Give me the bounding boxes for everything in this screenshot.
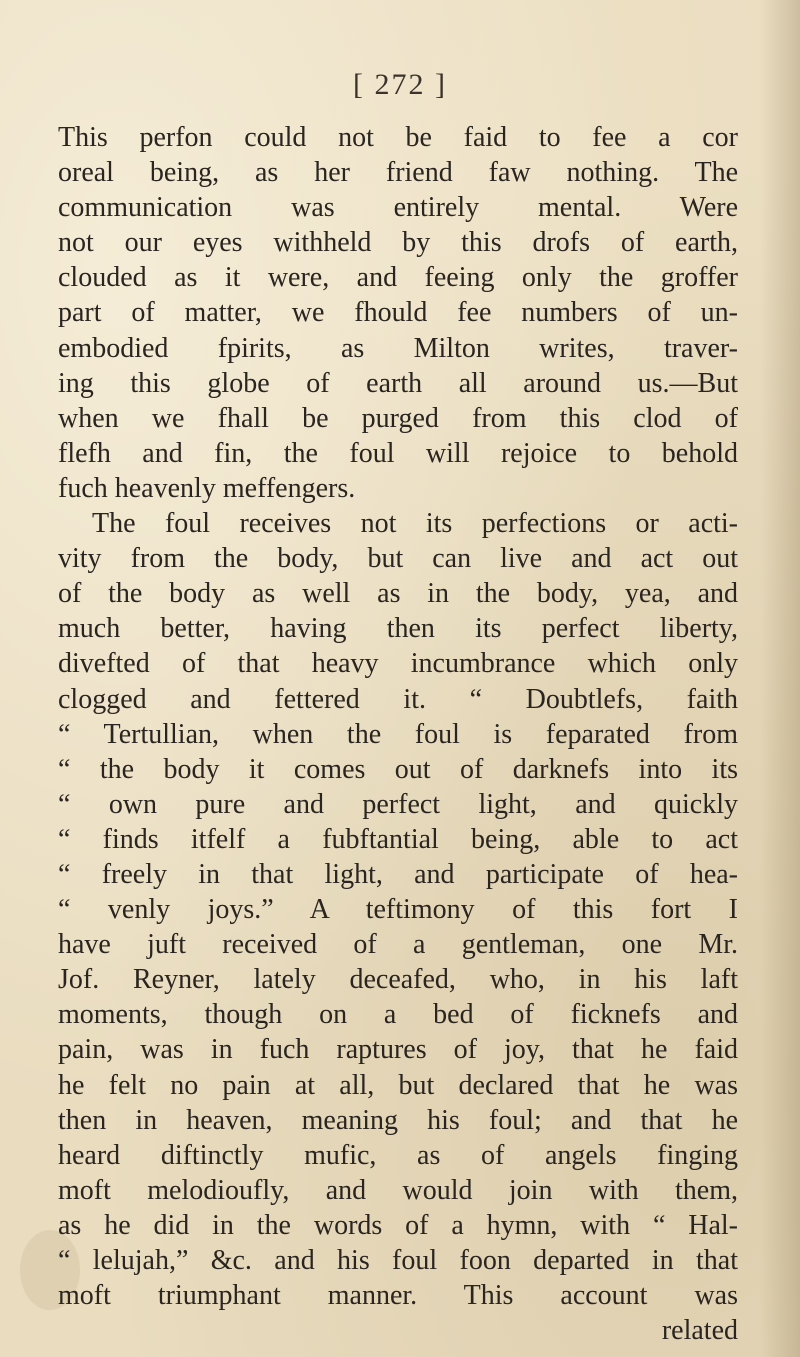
catchword: related xyxy=(661,1315,738,1347)
text-line: part of matter, we fhould fee numbers of un- xyxy=(58,297,738,329)
text-line: communication was entirely mental. Were xyxy=(58,192,738,224)
text-line: embodied fpirits, as Milton writes, traver- xyxy=(58,332,738,364)
text-line: oreal being, as her friend faw nothing. The xyxy=(58,157,738,189)
text-line: ing this globe of earth all around us.—But xyxy=(58,367,738,399)
text-line: “ finds itfelf a fubftantial being, able to act xyxy=(58,823,738,855)
text-line: “ the body it comes out of darknefs into its xyxy=(58,753,738,785)
text-line: clouded as it were, and feeing only the groffer xyxy=(58,262,738,294)
text-line: “ lelujah,” &c. and his foul foon departed in that xyxy=(58,1245,738,1276)
text-line: he felt no pain at all, but declared that he was xyxy=(58,1069,738,1101)
text-line: divefted of that heavy incumbrance which only xyxy=(58,648,738,680)
text-line: moft triumphant manner. This account was xyxy=(58,1280,738,1312)
text-line: not our eyes withheld by this drofs of earth, xyxy=(58,227,738,259)
text-line: moft melodioufly, and would join with them, xyxy=(58,1174,738,1206)
text-line: clogged and fettered it. “ Doubtlefs, faith xyxy=(58,683,738,715)
text-line: when we fhall be purged from this clod of xyxy=(58,402,738,434)
text-line: This perfon could not be faid to fee a cor xyxy=(58,122,738,153)
text-line: flefh and fin, the foul will rejoice to behold xyxy=(58,437,738,469)
text-line: moments, though on a bed of ficknefs and xyxy=(58,999,738,1031)
text-line: “ Tertullian, when the foul is feparated from xyxy=(58,718,738,750)
text-line: much better, having then its perfect liberty, xyxy=(58,613,738,645)
text-line: pain, was in fuch raptures of joy, that he faid xyxy=(58,1034,738,1066)
text-line: then in heaven, meaning his foul; and that he xyxy=(58,1104,738,1136)
page-edge-shadow xyxy=(760,0,800,1357)
page-number: [ 272 ] xyxy=(353,68,447,101)
text-line: The foul receives not its perfections or acti- xyxy=(92,508,738,540)
text-line: have juft received of a gentleman, one Mr. xyxy=(58,929,738,961)
text-line: fuch heavenly meffengers. xyxy=(58,472,356,504)
text-line: vity from the body, but can live and act out xyxy=(58,543,738,575)
text-line: heard diftinctly mufic, as of angels finging xyxy=(58,1139,738,1171)
text-line: as he did in the words of a hymn, with “ Hal- xyxy=(58,1209,738,1241)
text-line: “ freely in that light, and participate of hea- xyxy=(58,858,738,890)
text-line: “ own pure and perfect light, and quickly xyxy=(58,788,738,820)
text-line: “ venly joys.” A teftimony of this fort I xyxy=(58,894,738,926)
body-text xyxy=(58,120,738,1348)
text-line: Jof. Reyner, lately deceafed, who, in his laft xyxy=(58,964,738,996)
text-line: of the body as well as in the body, yea, and xyxy=(58,578,738,610)
